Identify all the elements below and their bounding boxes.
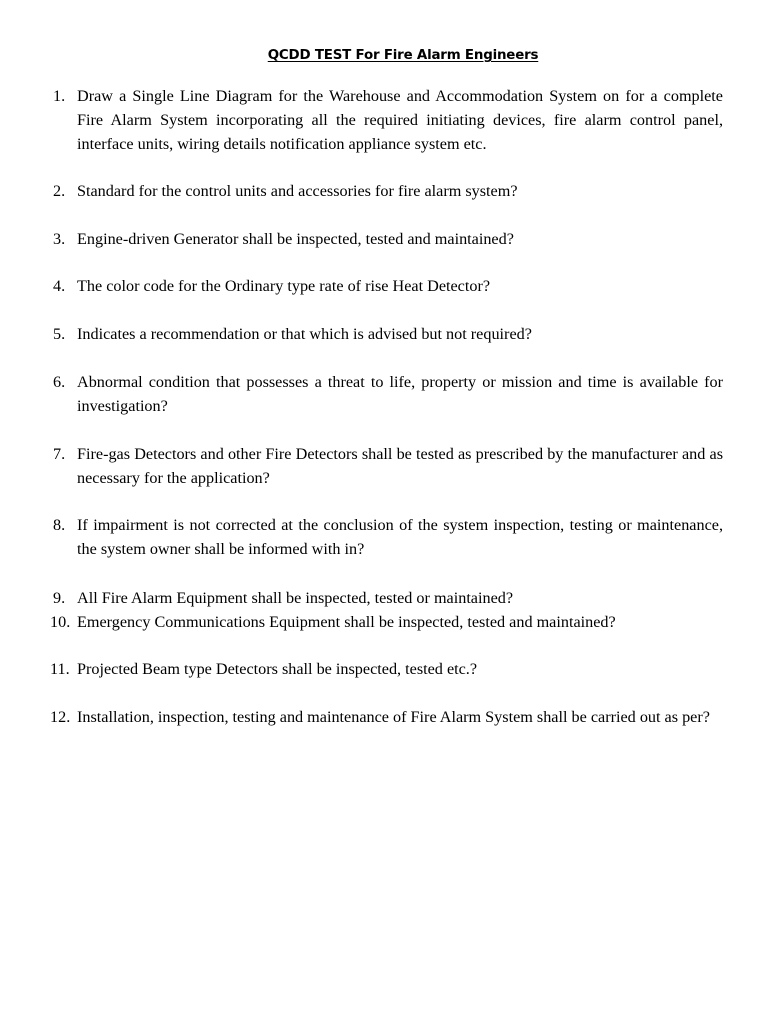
question-text: The color code for the Ordinary type rate of rise Heat Detector?	[77, 277, 491, 295]
question-text: All Fire Alarm Equipment shall be inspected, tested or maintained?	[77, 589, 514, 607]
question-item	[50, 657, 723, 681]
question-text: Emergency Communications Equipment shall be inspected, tested and maintained?	[77, 613, 616, 631]
question-number: 10.	[50, 613, 71, 631]
question-item	[50, 179, 723, 203]
question-text: Engine-driven Generator shall be inspected, tested and maintained?	[77, 230, 514, 248]
question-text: Draw a Single Line Diagram for the Warehouse and Accommodation System on for a complete Fire Alarm System incorporating all the required initiating devices, fire alarm control panel, interface units, wiring details notification appliance system etc.	[77, 87, 723, 153]
question-item	[50, 370, 723, 418]
question-item	[50, 227, 723, 251]
question-number: 8.	[53, 516, 66, 534]
question-number: 4.	[53, 277, 66, 295]
question-text: Installation, inspection, testing and maintenance of Fire Alarm System shall be carried out as per?	[77, 708, 710, 726]
question-text: If impairment is not corrected at the conclusion of the system inspection, testing or maintenance, the system owner shall be informed with in?	[77, 516, 723, 558]
question-text: Abnormal condition that possesses a threat to life, property or mission and time is available for investigation?	[77, 373, 723, 415]
question-item	[50, 442, 723, 490]
question-text: Indicates a recommendation or that which is advised but not required?	[77, 325, 532, 343]
question-item	[50, 84, 723, 156]
question-number: 9.	[53, 589, 66, 607]
question-text: Projected Beam type Detectors shall be inspected, tested etc.?	[77, 660, 478, 678]
question-number: 7.	[53, 445, 66, 463]
question-text: Fire-gas Detectors and other Fire Detectors shall be tested as prescribed by the manufacturer and as necessary for the application?	[77, 445, 723, 487]
question-number: 3.	[53, 230, 66, 248]
question-item	[50, 322, 723, 346]
question-item	[50, 705, 723, 729]
question-item	[50, 586, 723, 610]
question-number: 5.	[53, 325, 66, 343]
question-number: 6.	[53, 373, 66, 391]
question-item	[50, 513, 723, 561]
question-item	[50, 610, 723, 634]
question-number: 12.	[50, 708, 71, 726]
question-item	[50, 274, 723, 298]
question-number: 1.	[53, 87, 66, 105]
question-number: 2.	[53, 182, 66, 200]
question-number: 11.	[50, 660, 70, 678]
question-text: Standard for the control units and accessories for fire alarm system?	[77, 182, 518, 200]
document-title: QCDD TEST For Fire Alarm Engineers	[267, 48, 539, 63]
